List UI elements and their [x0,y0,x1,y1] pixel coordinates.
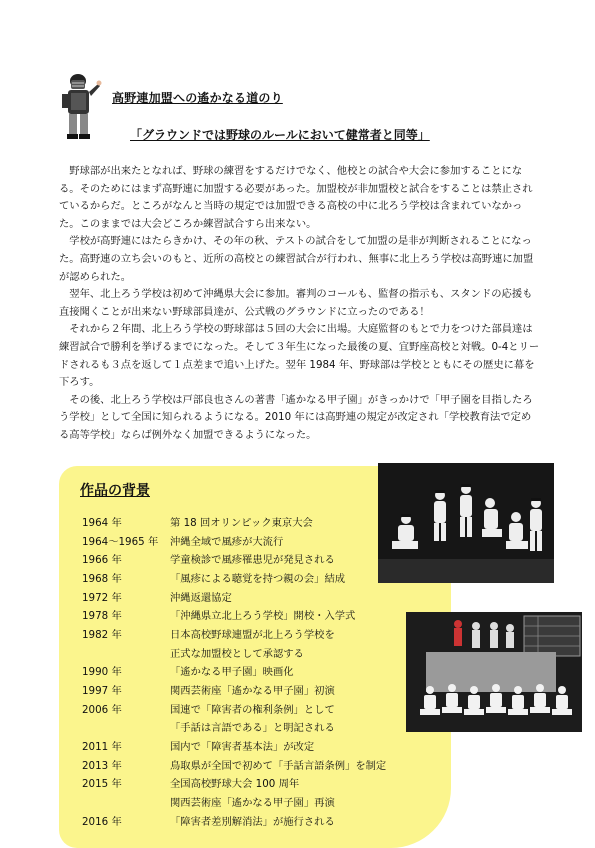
timeline-year: 1964〜1965 年 [82,535,159,548]
page-subtitle: 「グラウンドでは野球のルールにおいて健常者と同等」 [130,128,430,142]
timeline-year: 1964 年 [82,516,122,529]
timeline-year: 2013 年 [82,759,122,772]
timeline-row [82,587,442,606]
timeline-event: 鳥取県が全国で初めて「手話言語条例」を制定 [170,759,387,772]
timeline-year: 1978 年 [82,610,122,623]
timeline-year: 2015 年 [82,778,122,791]
timeline-row [82,680,442,699]
timeline-row [82,624,442,643]
stage-photo-bottom-image [406,612,582,732]
timeline-row [82,811,442,830]
timeline-event: 「風疹による聴覚を持つ親の会」結成 [170,572,346,585]
timeline-row [82,699,442,718]
timeline-event: 関西芸術座「遙かなる甲子園」初演 [170,685,335,698]
timeline-year: 1972 年 [82,591,122,604]
paragraph: 学校が高野連にはたらきかけ、その年の秋、テストの試合をして加盟の是非が判断されることになった。高野連の立ち会いのもと、近所の高校との練習試合が行われ、無事に北上ろう学校は高野連に加盟が認められた。 [59,235,534,283]
timeline-year: 1990 年 [82,666,122,679]
timeline-row [82,755,442,774]
timeline-event: 全国高校野球大会 100 周年 [170,778,300,791]
timeline-event: 国連で「障害者の権利条例」として [170,703,335,716]
timeline-event: 沖縄全域で風疹が大流行 [170,535,284,548]
timeline-event: 沖縄返還協定 [170,591,232,604]
timeline-row [82,605,442,624]
timeline-event: 第 18 回オリンピック東京大会 [170,516,313,529]
paragraph: 翌年、北上ろう学校は初めて沖縄県大会に参加。審判のコールも、監督の指示も、スタンドの応援も直接聞くことが出来ない野球部員達が、公式戦のグラウンドに立ったのである！ [59,288,533,318]
timeline-year: 2011 年 [82,741,122,754]
timeline-row [82,736,442,755]
timeline-row [82,792,442,811]
page-title: 高野連加盟への遙かなる道のり [112,91,283,105]
timeline-year: 1997 年 [82,685,122,698]
background-title: 作品の背景 [80,483,150,499]
timeline-event: 「手話は言語である」と明記される [170,722,335,735]
timeline-event: 学童検診で風疹罹患児が発見される [170,554,335,567]
timeline-event: 国内で「障害者基本法」が改定 [170,741,315,754]
paragraph: 野球部が出来たとなれば、野球の練習をするだけでなく、他校との試合や大会に参加することになる。そのためにはまず高野連に加盟する必要があった。加盟校が非加盟校と試合をすることは禁止されているからだ。ところがなんと当時の規定では加盟できる高校の中に北ろう学校は含まれていなかった。このままでは大会どころか練習試合すら出来ない。 [59,165,533,230]
timeline-year: 1966 年 [82,554,122,567]
timeline-event: 関西芸術座「遙かなる甲子園」再演 [170,797,335,810]
timeline-row [82,662,442,681]
timeline-year: 1968 年 [82,572,122,585]
timeline-year: 2016 年 [82,815,122,828]
paragraph: その後、北上ろう学校は戸部良也さんの著書「遙かなる甲子園」がきっかけで「甲子園を目指したろう学校」として全国に知られるようになる。2010 年には高野連の規定が改定され「学校教育法で定める高等学校」ならば例外なく加盟できるようになった。 [59,393,533,441]
timeline-row [82,643,442,662]
timeline-event: 日本高校野球連盟が北上ろう学校を [170,628,335,641]
paragraph: それから２年間、北上ろう学校の野球部は５回の大会に出場。大庭監督のもとで力をつけた部員達は練習試合で勝利を挙げるまでになった。そして３年生になった最後の夏、宜野座高校と対戦。0-4とリードされるも３点を返して１点差まで追い上げた。翌年 1984 年、野球部は学校とともにその歴史に幕を下ろす。 [59,323,540,389]
stage-photo-top-image [378,463,554,583]
timeline-row [82,718,442,737]
timeline-row [82,774,442,793]
timeline-year: 2006 年 [82,703,122,716]
timeline-event: 「沖縄県立北上ろう学校」開校・入学式 [170,610,356,623]
timeline-event: 「障害者差別解消法」が施行される [170,815,335,828]
timeline-event: 正式な加盟校として承認する [170,647,304,660]
timeline-event: 「遙かなる甲子園」映画化 [170,666,294,679]
umpire-icon [58,72,102,142]
article-body [59,163,541,445]
timeline-year: 1982 年 [82,628,122,641]
